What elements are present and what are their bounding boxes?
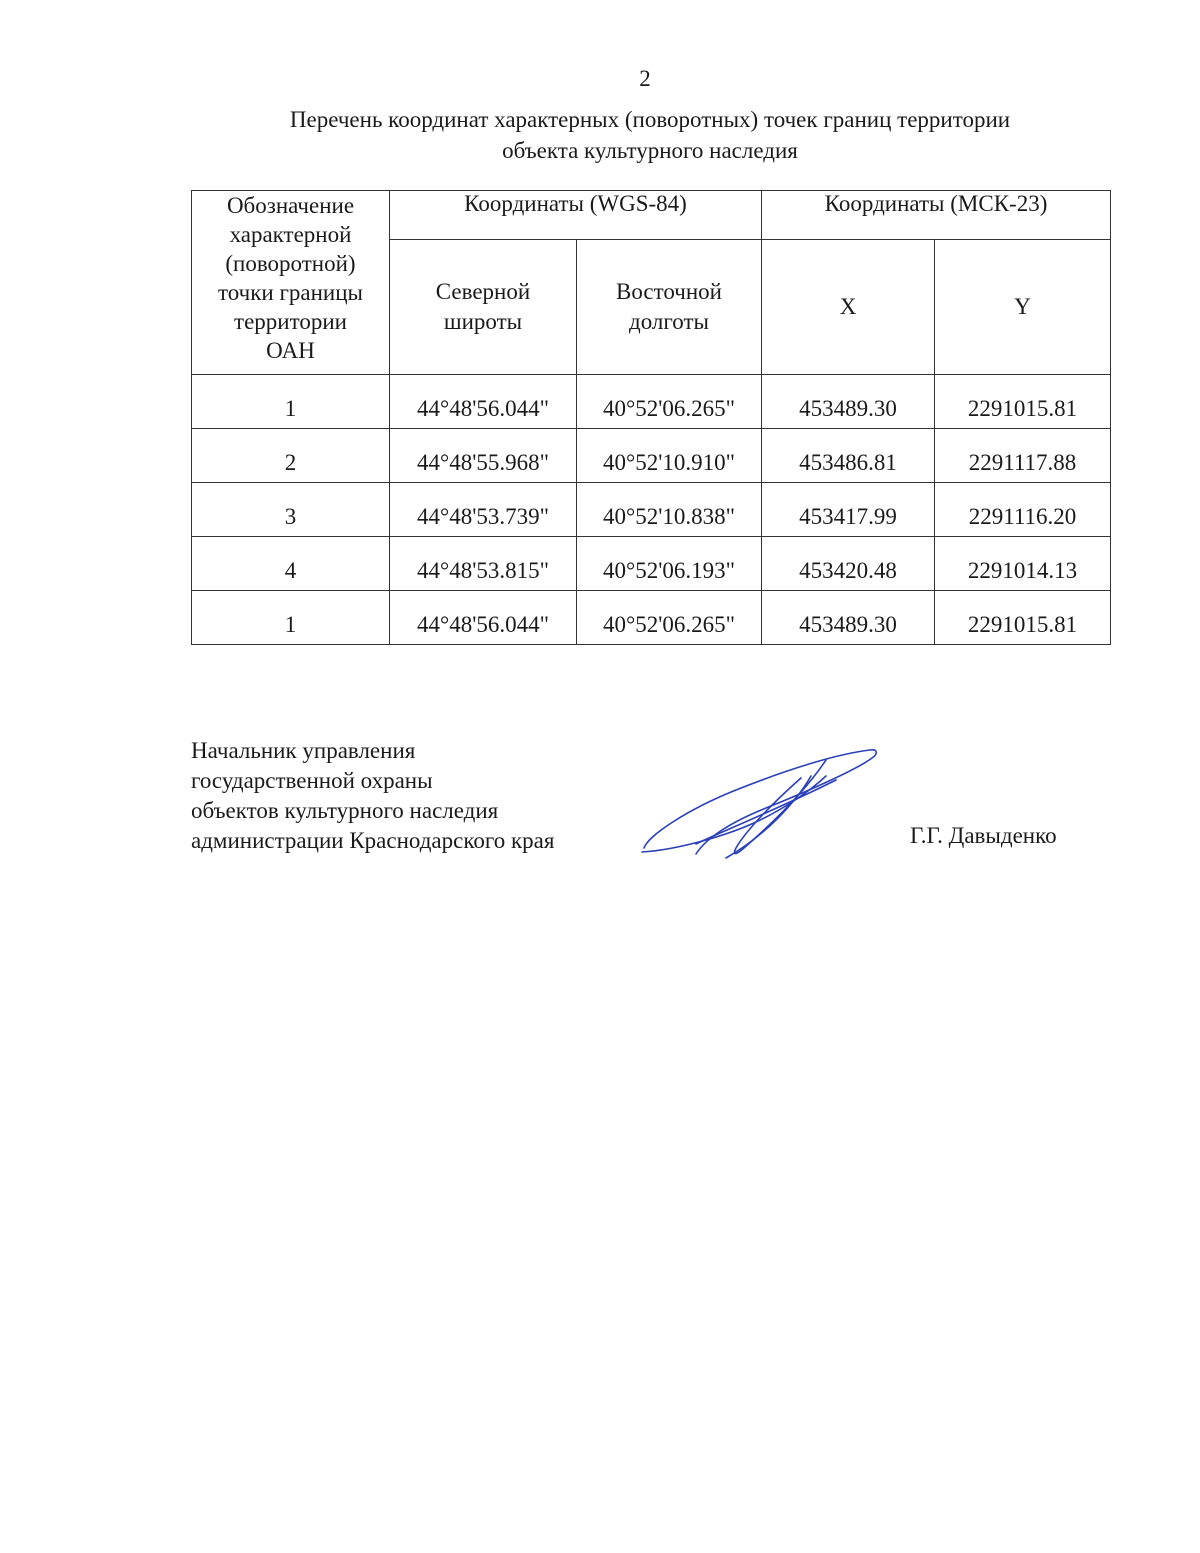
table-row bbox=[192, 429, 1111, 483]
header-lon-line: Восточной bbox=[616, 279, 722, 304]
cell-point: 2 bbox=[192, 429, 390, 483]
position-line: объектов культурного наследия bbox=[191, 798, 499, 823]
cell-x: 453417.99 bbox=[762, 483, 935, 537]
cell-y: 2291116.20 bbox=[935, 483, 1111, 537]
header-x: X bbox=[762, 240, 935, 375]
header-lon-line: долготы bbox=[629, 309, 709, 334]
coordinates-table bbox=[191, 190, 1111, 645]
cell-latitude: 44°48'53.815" bbox=[390, 537, 577, 591]
cell-y: 2291015.81 bbox=[935, 375, 1111, 429]
cell-longitude: 40°52'10.838" bbox=[577, 483, 762, 537]
position-line: государственной охраны bbox=[191, 768, 433, 793]
handwritten-signature bbox=[636, 740, 886, 870]
cell-y: 2291117.88 bbox=[935, 429, 1111, 483]
position-line: Начальник управления bbox=[191, 738, 416, 763]
table-row bbox=[192, 537, 1111, 591]
cell-longitude: 40°52'06.265" bbox=[577, 591, 762, 645]
signature-stroke bbox=[644, 750, 876, 854]
cell-longitude: 40°52'06.265" bbox=[577, 375, 762, 429]
header-point-line: территории bbox=[234, 309, 347, 334]
cell-point: 1 bbox=[192, 375, 390, 429]
table-row bbox=[192, 591, 1111, 645]
title-line-1: Перечень координат характерных (поворотных) точек границ территории bbox=[289, 107, 1011, 132]
cell-latitude: 44°48'56.044" bbox=[390, 591, 577, 645]
cell-x: 453486.81 bbox=[762, 429, 935, 483]
header-point-line: точки границы bbox=[218, 280, 363, 305]
document-title bbox=[190, 104, 1110, 166]
cell-latitude: 44°48'55.968" bbox=[390, 429, 577, 483]
cell-x: 453420.48 bbox=[762, 537, 935, 591]
header-point-line: характерной bbox=[229, 222, 352, 247]
signature-strokes bbox=[642, 750, 876, 858]
header-lat-line: Северной bbox=[435, 279, 531, 304]
table-row bbox=[192, 375, 1111, 429]
header-point-line: Обозначение bbox=[226, 193, 355, 218]
header-east-longitude bbox=[577, 240, 762, 375]
cell-latitude: 44°48'53.739" bbox=[390, 483, 577, 537]
header-lat-line: широты bbox=[443, 309, 523, 334]
signature-stroke bbox=[642, 776, 826, 852]
cell-point: 3 bbox=[192, 483, 390, 537]
page-number: 2 bbox=[639, 66, 651, 91]
cell-point: 1 bbox=[192, 591, 390, 645]
table-row bbox=[192, 483, 1111, 537]
header-point-line: ОАН bbox=[266, 338, 315, 363]
header-north-latitude bbox=[390, 240, 577, 375]
cell-longitude: 40°52'10.910" bbox=[577, 429, 762, 483]
signature-stroke bbox=[696, 780, 836, 844]
header-wgs84-group: Координаты (WGS-84) bbox=[390, 191, 762, 240]
header-y: Y bbox=[935, 240, 1111, 375]
header-point-line: (поворотной) bbox=[225, 251, 356, 276]
cell-y: 2291015.81 bbox=[935, 591, 1111, 645]
cell-x: 453489.30 bbox=[762, 375, 935, 429]
signer-position bbox=[191, 736, 554, 856]
position-line: администрации Краснодарского края bbox=[191, 828, 555, 853]
signer-name: Г.Г. Давыденко bbox=[910, 823, 1057, 848]
header-point-designation bbox=[192, 191, 390, 375]
cell-longitude: 40°52'06.193" bbox=[577, 537, 762, 591]
cell-x: 453489.30 bbox=[762, 591, 935, 645]
cell-y: 2291014.13 bbox=[935, 537, 1111, 591]
cell-point: 4 bbox=[192, 537, 390, 591]
header-msk23-group: Координаты (МСК-23) bbox=[762, 191, 1111, 240]
table-header-row-1 bbox=[192, 191, 1111, 240]
title-line-2: объекта культурного наследия bbox=[502, 138, 798, 163]
cell-latitude: 44°48'56.044" bbox=[390, 375, 577, 429]
